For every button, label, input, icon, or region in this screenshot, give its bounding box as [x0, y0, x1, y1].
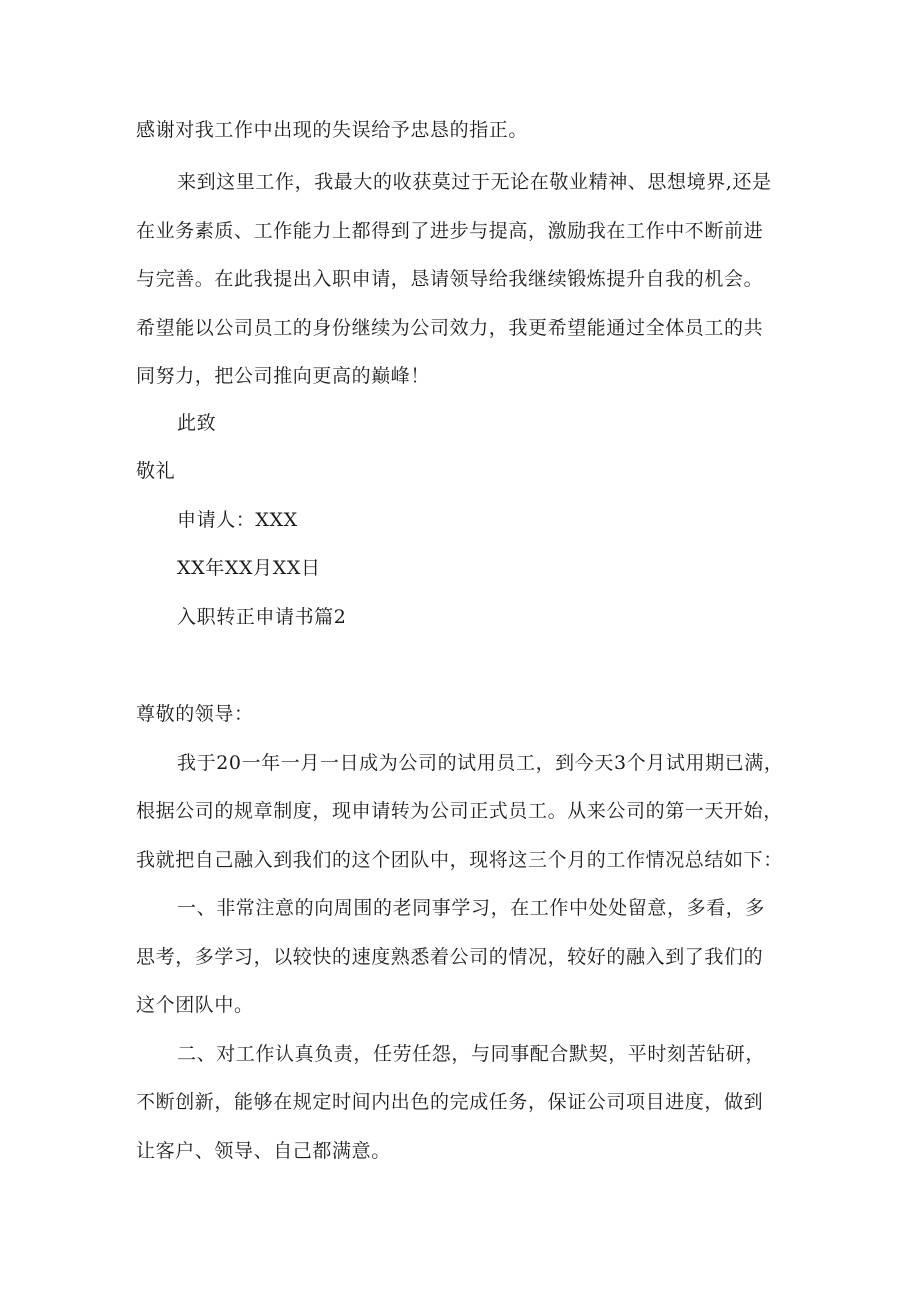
greeting: 尊敬的领导： — [136, 703, 254, 725]
list-item-line: 一、非常注意的向周围的老同事学习，在工作中处处留意，多看，多 — [177, 897, 766, 919]
paragraph-line: 根据公司的规章制度，现申请转为公司正式员工。从来公司的第一天开始， — [136, 800, 783, 822]
list-item-line: 思考，多学习，以较快的速度熟悉着公司的情况，较好的融入到了我们的 — [136, 946, 764, 968]
list-item-line: 让客户、领导、自己都满意。 — [136, 1140, 391, 1162]
closing-regards: 敬礼 — [136, 460, 176, 482]
section-title: 入职转正申请书篇2 — [177, 606, 347, 628]
paragraph-line: 我就把自己融入到我们的这个团队中，现将这三个月的工作情况总结如下： — [136, 849, 783, 871]
paragraph-line: 感谢对我工作中出现的失误给予忠恳的指正。 — [136, 119, 529, 141]
paragraph-line: 与完善。在此我提出入职申请，恳请领导给我继续锻炼提升自我的机会。 — [136, 268, 764, 290]
closing-salutation: 此致 — [177, 412, 217, 434]
paragraph-line: 我于20一年一月一日成为公司的试用员工，到今天3个月试用期已满， — [177, 752, 784, 774]
paragraph-line: 希望能以公司员工的身份继续为公司效力，我更希望能通过全体员工的共 — [136, 317, 764, 339]
list-item-line: 这个团队中。 — [136, 994, 254, 1016]
paragraph-line: 同努力，把公司推向更高的巅峰！ — [136, 365, 431, 387]
list-item-line: 不断创新，能够在规定时间内出色的完成任务，保证公司项目进度，做到 — [136, 1091, 764, 1113]
signature-date: XX年XX月XX日 — [177, 557, 321, 579]
paragraph-line: 在业务素质、工作能力上都得到了进步与提高，激励我在工作中不断前进 — [136, 220, 764, 242]
list-item-line: 二、对工作认真负责，任劳任怨，与同事配合默契，平时刻苦钻研， — [177, 1043, 766, 1065]
paragraph-line: 来到这里工作，我最大的收获莫过于无论在敬业精神、思想境界,还是 — [177, 171, 772, 193]
applicant-signature: 申请人：XXX — [177, 509, 298, 531]
